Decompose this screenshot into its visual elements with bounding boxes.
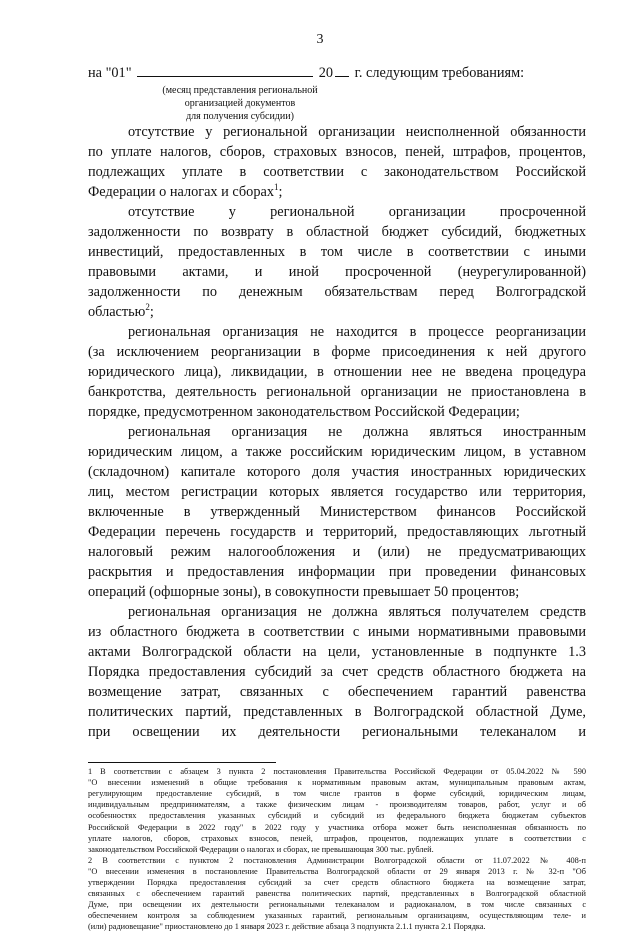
body-line: раскрытия и предоставления информации при проведении финансовых <box>88 564 586 580</box>
body-line: лиц, местом регистрации которых является государство или территория, <box>88 484 586 500</box>
body-line: налоговый режим налогообложения и (или) не предусматривающих <box>88 544 586 560</box>
body-line: региональная организация не находится в процессе реорганизации <box>128 324 586 340</box>
month-blank <box>137 64 313 77</box>
footnote-line: 1 В соответствии с абзацем 3 пункта 2 постановления Правительства Российской Федерации от 05.04.2022 № 590 <box>88 767 586 776</box>
body-line: региональная организация не должна являться получателем средств <box>128 604 586 620</box>
body-line: задолженности по возврату в областной бюджет субсидий, бюджетных <box>88 224 586 240</box>
body-line: задолженности по денежным обязательствам перед Волгоградской <box>88 284 586 300</box>
footnote-line: индивидуальным предпринимателям, а также физическим лицам - производителям товаров, работ, услуг и об <box>88 800 586 810</box>
body-line: правовыми актами, и иной просроченной (неурегулированной) <box>88 264 586 280</box>
body-line: порядке, предусмотренном законодательством Российской Федерации; <box>88 404 520 420</box>
body-line: областью$^2$; <box>88 302 154 320</box>
footnote-line: Российской Федерации в 2022 году" в 2022 году у участника отбора может быть неисполненная обязанность по <box>88 822 586 832</box>
body-line: по уплате налогов, сборов, страховых взносов, пеней, штрафов, процентов, <box>88 144 586 160</box>
footnote-line: законодательством Российской Федерации о налогах и сборах, не превышающая 300 тыс. рублей. <box>88 844 434 854</box>
body-line: банкротства, деятельность региональной организации не приостановлена в <box>88 384 586 400</box>
body-line: Порядка предоставления субсидий за счет средств областного бюджета на <box>88 664 586 680</box>
year-blank <box>335 64 349 77</box>
body-line: при освещении их деятельности региональными телеканалом и <box>88 724 586 740</box>
hint-line: организацией документов <box>184 98 296 109</box>
body-line: юридического лица), ликвидации, в отношении нее не введена процедура <box>88 364 586 380</box>
footnote-line: регулирующим предоставление субсидий, в том числе грантов в форме субсидий, юридическим лицам, <box>88 789 586 799</box>
body-line: (за исключением реорганизации в форме присоединения к ней другого <box>88 344 586 360</box>
footnote-line: уплате налогов, сборов, страховых взносов, пеней, штрафов, процентов, подлежащих уплате в соответствии с <box>88 833 586 843</box>
footnote-ref: 1 <box>273 182 279 193</box>
footnote-line: "О внесении изменения в постановление Правительства Волгоградской области от 29 января 2013 г. № 32-п "Об <box>88 866 586 876</box>
body-line: отсутствие у региональной организации неисполненной обязанности <box>128 124 586 140</box>
hint-line: для получения субсидии) <box>186 111 294 122</box>
body-line: политических партий, представленных в Волгоградской областной Думе, <box>88 704 586 720</box>
header-prefix: на "01" <box>88 65 132 81</box>
body-line: включенные в утвержденный Министерством финансов Российской <box>88 504 586 520</box>
body-line: (складочном) капитале которого доля участия иностранных юридических <box>88 464 586 480</box>
footnote-line: Думе, при освещении их деятельности региональными телеканалом и радиоканалом, в том числе связанных с <box>88 900 586 910</box>
header-line <box>88 64 586 82</box>
footnote-separator <box>88 762 276 763</box>
header-suffix: г. следующим требованиям: <box>354 65 525 81</box>
footnote-line: связанных с обеспечением гарантий равенства политических партий, представленных в Волгоградской областной <box>88 889 586 899</box>
hint-line: (месяц представления региональной <box>162 85 318 96</box>
footnote-line: "О внесении изменений в общие требования к нормативным правовым актам, муниципальным правовым актам, <box>88 778 586 788</box>
body-line: отсутствие у региональной организации просроченной <box>128 204 586 220</box>
footnote-line: особенностях предоставления указанных субсидий и субсидий из федерального бюджета бюджетам субъектов <box>88 811 586 821</box>
page-number: 3 <box>316 32 324 47</box>
header-year: 20 <box>318 65 333 81</box>
footnote-line: обеспечением контроля за соблюдением указанных гарантий, региональным организациям, осуществляющим теле- и <box>88 911 586 921</box>
body-line: возмещение затрат, связанных с обеспечением гарантий равенства <box>88 684 586 700</box>
body-line: подлежащих уплате в соответствии с законодательством Российской <box>88 164 586 180</box>
body-line: региональная организация не должна являться иностранным <box>128 424 586 440</box>
body-line: юридическим лицом, а также российским юридическим лицом, в уставном <box>88 444 586 460</box>
footnote-line: утверждении Порядка предоставления субсидий за счет средств областного бюджета на возмещение затрат, <box>88 878 586 887</box>
body-line: инвестиций, предоставленных в том числе в соответствии с иными <box>88 244 586 260</box>
body-line: операций (офшорные зоны), в совокупности превышает 50 процентов; <box>88 584 520 600</box>
body-line: Федерации о налогах и сборах$^1$; <box>88 182 283 200</box>
footnote-line: (или) радиовещание" приостановлено до 1 января 2023 г. действие абзаца 3 подпункта 2.1.1 пункта 2.1 Порядка. <box>88 922 486 932</box>
footnote-ref: 2 <box>145 302 150 313</box>
footnote-line: 2 В соответствии с пунктом 2 постановления Администрации Волгоградской области от 11.07.2022 № 408-п <box>88 855 586 865</box>
body-line: Федерации перечень государств и территорий, предоставляющих льготный <box>88 524 586 540</box>
body-line: актами Волгоградской области на цели, установленные в подпункте 1.3 <box>88 644 586 660</box>
body-line: из областного бюджета в соответствии с иными нормативными правовыми <box>88 624 586 640</box>
